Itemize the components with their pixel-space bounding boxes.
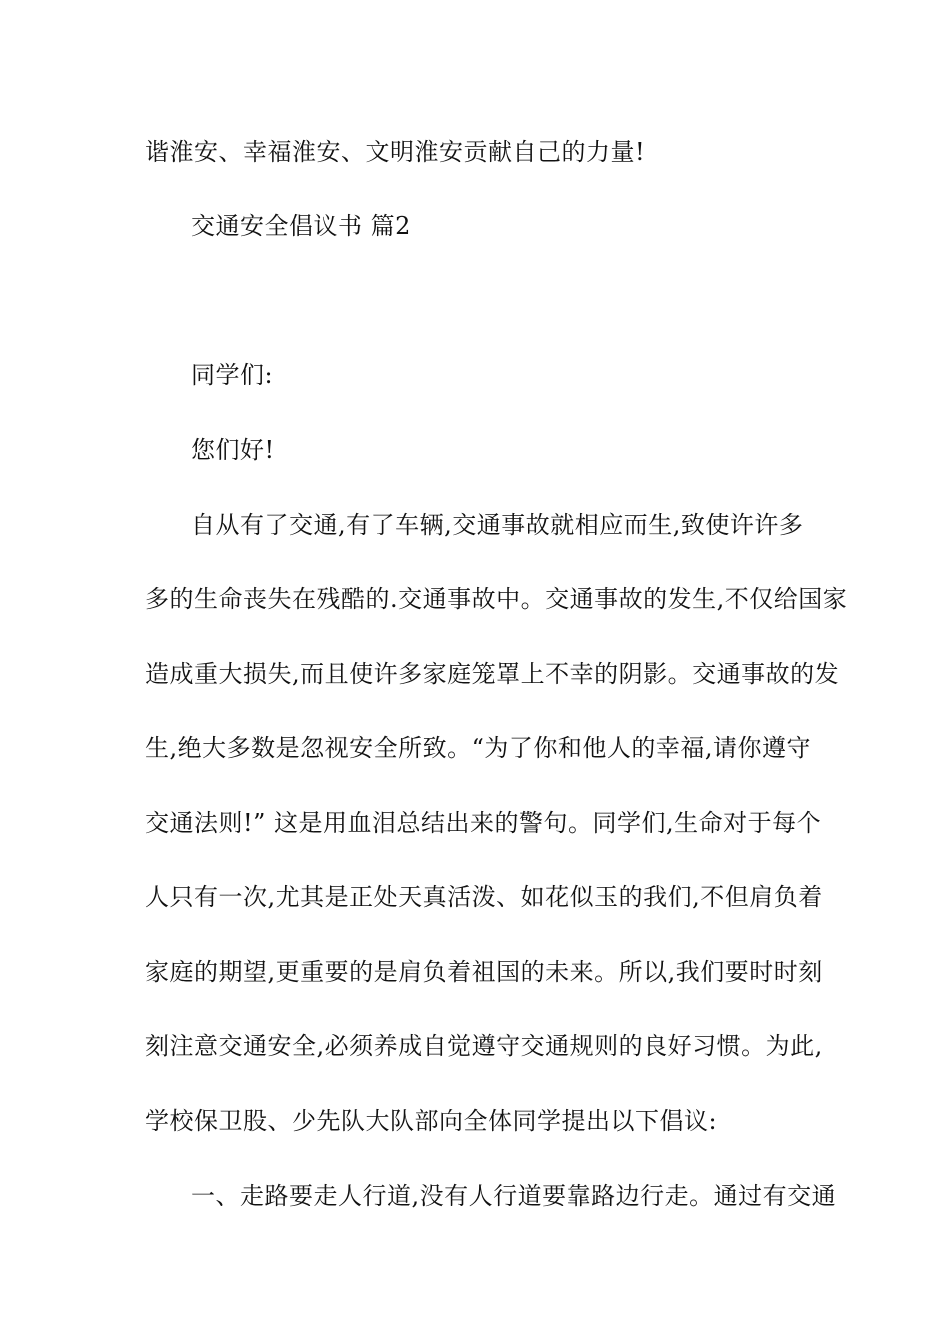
salutation: 同学们: xyxy=(191,361,274,389)
paragraph-line: 谐淮安、幸福淮安、文明淮安贡献自己的力量! xyxy=(145,138,646,166)
paragraph-line: 多的生命丧失在残酷的.交通事故中。交通事故的发生,不仅给国家 xyxy=(145,585,848,613)
paragraph-line: 刻注意交通安全,必须养成自觉遵守交通规则的良好习惯。为此, xyxy=(145,1032,823,1060)
paragraph-line: 学校保卫股、少先队大队部向全体同学提出以下倡议: xyxy=(145,1107,718,1135)
paragraph-line: 家庭的期望,更重要的是肩负着祖国的未来。所以,我们要时时刻 xyxy=(145,958,823,986)
paragraph-line: 生,绝大多数是忽视安全所致。“为了你和他人的幸福,请你遵守 xyxy=(145,734,812,762)
section-heading: 交通安全倡议书 篇2 xyxy=(191,212,411,240)
paragraph-line: 造成重大损失,而且使许多家庭笼罩上不幸的阴影。交通事故的发 xyxy=(145,660,840,688)
paragraph-line: 人只有一次,尤其是正处天真活泼、如花似玉的我们,不但肩负着 xyxy=(145,883,823,911)
paragraph-line: 一、走路要走人行道,没有人行道要靠路边行走。通过有交通 xyxy=(191,1182,837,1210)
greeting: 您们好! xyxy=(191,436,275,464)
paragraph-line: 自从有了交通,有了车辆,交通事故就相应而生,致使许许多 xyxy=(191,511,804,539)
paragraph-line: 交通法则!” 这是用血泪总结出来的警句。同学们,生命对于每个 xyxy=(145,809,822,837)
